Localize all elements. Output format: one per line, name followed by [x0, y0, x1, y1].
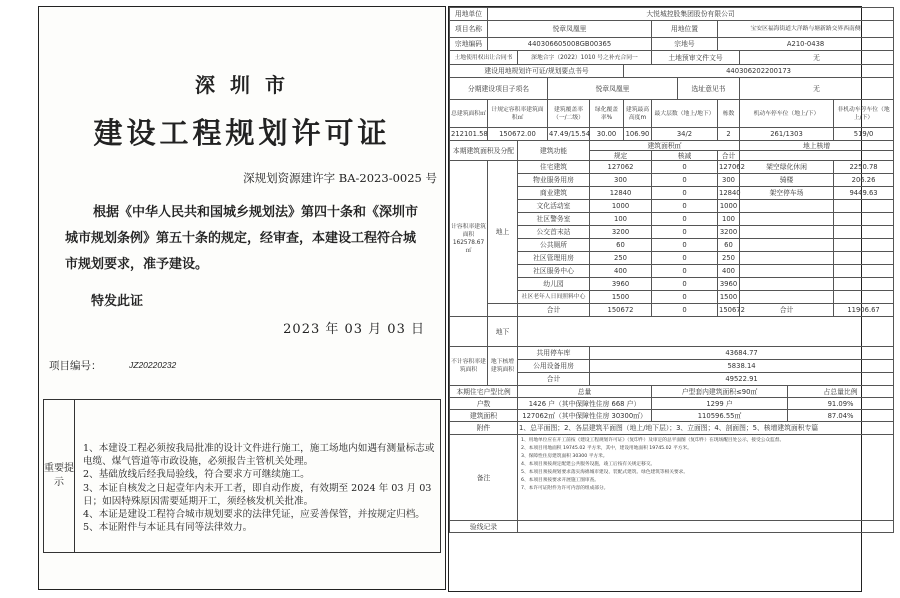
floor-area-value: 127062㎡（其中保障性住房 30300㎡） [518, 410, 652, 422]
extra-name: 架空绿化休闲 [740, 161, 834, 174]
attachments-label: 附件 [450, 422, 518, 435]
remark-item: 6、本项目须按要求开展施工图审查。 [521, 478, 599, 483]
note-item: 2、基础放线后经我局验线，符合要求方可继续施工。 [83, 469, 310, 481]
non-far-label: 不计容积率建筑面积 [450, 347, 488, 386]
note-item: 1、本建设工程必须按我局批准的设计文件进行施工，施工场地内如遇有测量标志或电缆、煤气管道等市政设施，必须报告主管机关处理。 [83, 443, 435, 468]
households-ratio: 91.09% [788, 398, 894, 410]
remark-item: 4、本项目须按规定配建公共服务设施，竣工后按有关规定移交。 [521, 462, 656, 467]
project-name-label: 项目名称 [450, 21, 488, 38]
sum-label: 合计 [518, 304, 590, 317]
sum-planned: 150672 [590, 304, 652, 317]
extra-value: 2250.78 [834, 161, 894, 174]
parking-value: 43684.77 [590, 347, 894, 360]
land-user-label: 用地单位 [450, 8, 488, 21]
remark-item: 7、本许可证附件为许可内容的组成部分。 [521, 486, 609, 491]
land-user: 大悦城控股集团股份有限公司 [488, 8, 894, 21]
remark-item: 5、本项目须按规划要求落实海绵城市建设、装配式建筑、绿色建筑等相关要求。 [521, 470, 689, 475]
metric-header: 栋数 [718, 100, 740, 128]
row-total: 1500 [718, 291, 740, 304]
remark-item: 3、保障性住房建筑面积 30300 平方米。 [521, 454, 608, 459]
share-header: 占总量比例 [788, 386, 894, 398]
row-planned: 60 [590, 239, 652, 252]
row-function: 社区老年人日间照料中心 [518, 291, 590, 304]
floor-area-small: 110596.55㎡ [652, 410, 788, 422]
issue-date: 2023 年 03 月 03 日 [283, 322, 425, 337]
row-minus: 0 [652, 161, 718, 174]
row-minus: 0 [652, 226, 718, 239]
above-label: 地上 [488, 161, 518, 304]
metric-header: 总建筑面积㎡ [450, 100, 488, 128]
important-notes-box [43, 399, 441, 553]
row-total: 12840 [718, 187, 740, 200]
equipment-value: 5838.14 [590, 360, 894, 373]
subproject-label: 分期建设项目子项名 [450, 78, 548, 100]
remarks-label: 备注 [450, 435, 518, 521]
floor-area-label: 建筑面积 [450, 410, 518, 422]
metric-value: 261/1303 [740, 128, 834, 141]
prelim: 无 [740, 51, 894, 65]
total-header: 合计 [718, 151, 740, 161]
document-number: 深规划资源建许字 BA-2023-0025 号 [243, 171, 437, 185]
sum-total: 150672 [718, 304, 740, 317]
row-planned: 400 [590, 265, 652, 278]
notes-list [75, 400, 440, 552]
row-function: 公共厕所 [518, 239, 590, 252]
city-name: 深 圳 市 [195, 73, 289, 97]
row-function: 社区管理用房 [518, 252, 590, 265]
unit-ratio-header: 户型套内建筑面积≤90㎡ [652, 386, 788, 398]
certificate-body: 根据《中华人民共和国城乡规划法》第四十条和《深圳市城市规划条例》第五十条的规定，经审查，本建设工程符合城市规划要求，准予建设。 [65, 205, 419, 272]
extra-name: 骑楼 [740, 174, 834, 187]
row-minus: 0 [652, 213, 718, 226]
location: 宝安区福海街道大洋路与塘新路交界西南侧 [718, 21, 894, 38]
prelim-label: 土地预审文件文号 [652, 51, 740, 65]
row-total: 1000 [718, 200, 740, 213]
underground-sum: 49522.91 [590, 373, 894, 386]
metric-value: 519/0 [834, 128, 894, 141]
parking-label: 共用停车库 [518, 347, 590, 360]
underground-label: 地下核增建筑面积 [488, 347, 518, 386]
row-function: 住宅建筑 [518, 161, 590, 174]
opinion: 无 [740, 78, 894, 100]
metric-header: 计规定容积率建筑面积㎡ [488, 100, 548, 128]
row-minus: 0 [652, 187, 718, 200]
households-label: 户数 [450, 398, 518, 410]
row-total: 400 [718, 265, 740, 278]
plan-permit: 440306202200173 [624, 65, 894, 78]
sum-minus: 0 [652, 304, 718, 317]
remarks-list [518, 435, 894, 521]
verified-header: 核减 [652, 151, 718, 161]
note-item: 3、本证自核发之日起壹年内未开工者，即自动作废，有效期至 2024 年 03 月 03 日；如因特殊原因需要延期开工，须经核发机关批准。 [83, 482, 432, 507]
row-planned: 3200 [590, 226, 652, 239]
row-total: 127062 [718, 161, 740, 174]
metric-header: 绿化覆盖率% [590, 100, 624, 128]
parcel-id-label: 宗地号 [652, 38, 718, 51]
row-minus: 0 [652, 239, 718, 252]
certificate-page [38, 6, 446, 590]
row-planned: 12840 [590, 187, 652, 200]
row-minus: 0 [652, 174, 718, 187]
area-header: 建筑面积㎡ [590, 141, 740, 151]
row-minus: 0 [652, 265, 718, 278]
far-area-label: 计容积率建筑面积 162578.67㎡ [450, 161, 488, 317]
floor-area-ratio: 87.04% [788, 410, 894, 422]
planned-header: 规定 [590, 151, 652, 161]
metric-header: 建筑最高高度m [624, 100, 652, 128]
equipment-label: 公用设备用房 [518, 360, 590, 373]
row-function: 公交首末站 [518, 226, 590, 239]
row-total: 3200 [718, 226, 740, 239]
row-total: 300 [718, 174, 740, 187]
metric-value: 212101.58 [450, 128, 488, 141]
subproject: 悦章凤凰里 [548, 78, 678, 100]
land-contract: 深地合字（2022）1010 号之补充合同一 [518, 51, 652, 65]
row-minus: 0 [652, 291, 718, 304]
housing-label: 本期住宅户型比例 [450, 386, 518, 398]
location-label: 用地位置 [652, 21, 718, 38]
row-function: 社区服务中心 [518, 265, 590, 278]
note-item: 5、本证附件与本证具有同等法律效力。 [83, 522, 253, 534]
parcel-id: A210-0438 [718, 38, 894, 51]
row-planned: 1500 [590, 291, 652, 304]
row-function: 社区警务室 [518, 213, 590, 226]
land-contract-label: 土地使用权出让合同书 [450, 51, 518, 65]
row-total: 60 [718, 239, 740, 252]
row-function: 文化活动室 [518, 200, 590, 213]
issue-text: 特发此证 [91, 294, 144, 309]
parcel-code: 440306605008GB00365 [488, 38, 652, 51]
project-name: 悦章凤凰里 [488, 21, 652, 38]
households-small: 1299 户 [652, 398, 788, 410]
project-number: JZ20220232 [129, 360, 177, 370]
notes-label: 重要提示 [44, 400, 75, 552]
attachments-list: 1、总平面图；2、各层建筑平面图（地上/地下层）；3、立面图；4、剖面图；5、核增建筑面积专篇 [518, 422, 894, 435]
households-value: 1426 户（其中保障性住房 668 户） [518, 398, 652, 410]
aboveground-core-header: 地上核增 [740, 141, 894, 151]
metric-header: 建筑覆盖率（一/二级） [548, 100, 590, 128]
row-total: 250 [718, 252, 740, 265]
below-label: 地下 [488, 317, 518, 347]
metric-header: 最大层数（地上/地下） [652, 100, 718, 128]
sum-extra: 11906.67 [834, 304, 894, 317]
sum-extra-label: 合计 [740, 304, 834, 317]
permit-table [449, 7, 894, 533]
extra-value: 206.26 [834, 174, 894, 187]
metric-header: 非机动车停车位（地上/下） [834, 100, 894, 128]
row-minus: 0 [652, 252, 718, 265]
certificate-title: 建设工程规划许可证 [93, 116, 391, 150]
remark-item: 1、用地单位应在开工前按《建设工程规划许可证》（复印件）及审定的总平面图（复印件）在现场醒目处公示，接受公众监督。 [521, 438, 785, 443]
total-header: 总量 [518, 386, 652, 398]
opinion-label: 选址意见书 [678, 78, 740, 100]
row-function: 物业服务用房 [518, 174, 590, 187]
metric-value: 150672.00 [488, 128, 548, 141]
project-number-label: 项目编号： [49, 360, 102, 372]
remark-item: 2、本项目用地面积 19745.02 平方米，其中，建设用地面积 19745.02 平方米。 [521, 446, 692, 451]
parcel-code-label: 宗地编码 [450, 38, 488, 51]
row-planned: 100 [590, 213, 652, 226]
row-planned: 1000 [590, 200, 652, 213]
metric-value: 34/2 [652, 128, 718, 141]
metric-value: 106.90 [624, 128, 652, 141]
metric-value: 30.00 [590, 128, 624, 141]
metric-value: 2 [718, 128, 740, 141]
area-section-label: 本期建筑面积及分配 [450, 141, 518, 161]
acceptance-label: 验线记录 [450, 521, 518, 533]
row-planned: 300 [590, 174, 652, 187]
row-minus: 0 [652, 278, 718, 291]
row-function: 商业建筑 [518, 187, 590, 200]
extra-value: 9449.63 [834, 187, 894, 200]
row-function: 幼儿园 [518, 278, 590, 291]
permit-attachment-table-page [448, 6, 890, 592]
note-item: 4、本证是建设工程符合城市规划要求的法律凭证，应妥善保管，并按规定归档。 [83, 509, 425, 521]
underground-sum-label: 合计 [518, 373, 590, 386]
plan-permit-label: 建设用地规划许可证/规划要点书号 [450, 65, 624, 78]
row-minus: 0 [652, 200, 718, 213]
row-total: 100 [718, 213, 740, 226]
row-planned: 127062 [590, 161, 652, 174]
row-total: 3960 [718, 278, 740, 291]
row-planned: 250 [590, 252, 652, 265]
metric-value: 47.49/15.54 [548, 128, 590, 141]
metric-header: 机动车停车位（地上/下） [740, 100, 834, 128]
extra-name: 架空停车场 [740, 187, 834, 200]
function-header: 建筑功能 [518, 141, 590, 161]
row-planned: 3960 [590, 278, 652, 291]
